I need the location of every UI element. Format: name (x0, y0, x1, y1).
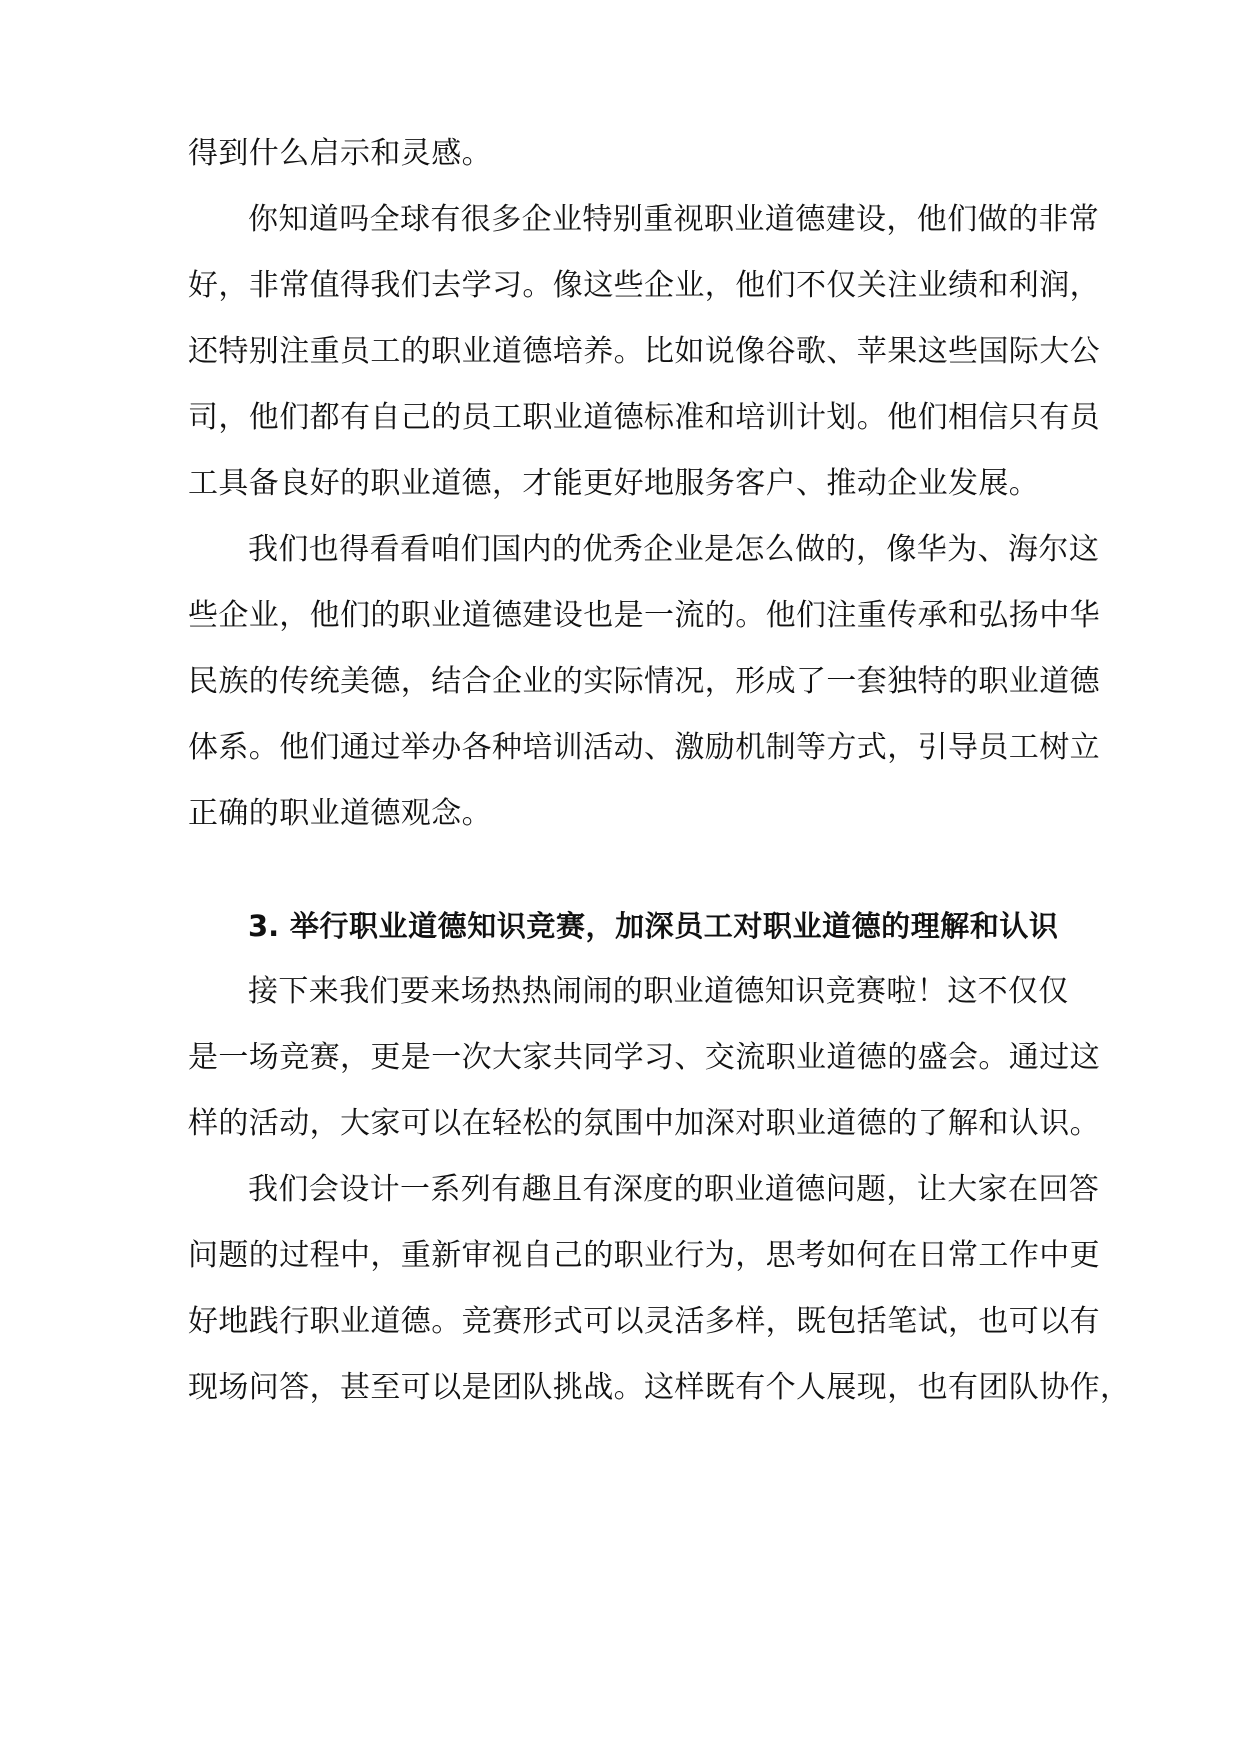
paragraph-first-line: 接下来我们要来场热热闹闹的职业道德知识竞赛啦！这不仅仅 (248, 974, 1069, 1009)
text-line: 体系。他们通过举办各种培训活动、激励机制等方式，引导员工树立 (188, 730, 1100, 765)
text-line: 好地践行职业道德。竞赛形式可以灵活多样，既包括笔试，也可以有 (188, 1304, 1100, 1339)
text-line: 得到什么启示和灵感。 (188, 136, 492, 171)
text-line: 现场问答，甚至可以是团队挑战。这样既有个人展现，也有团队协作， (188, 1370, 1131, 1405)
paragraph-first-line: 我们也得看看咱们国内的优秀企业是怎么做的，像华为、海尔这 (248, 532, 1100, 567)
text-line: 工具备良好的职业道德，才能更好地服务客户、推动企业发展。 (188, 466, 1040, 501)
text-line: 好，非常值得我们去学习。像这些企业，他们不仅关注业绩和利润， (188, 268, 1100, 303)
text-line: 司，他们都有自己的员工职业道德标准和培训计划。他们相信只有员 (188, 400, 1100, 435)
text-line: 还特别注重员工的职业道德培养。比如说像谷歌、苹果这些国际大公 (188, 334, 1100, 369)
paragraph-first-line: 你知道吗全球有很多企业特别重视职业道德建设，他们做的非常 (248, 202, 1100, 237)
text-line: 样的活动，大家可以在轻松的氛围中加深对职业道德的了解和认识。 (188, 1106, 1100, 1141)
text-line: 问题的过程中，重新审视自己的职业行为，思考如何在日常工作中更 (188, 1238, 1100, 1273)
section-heading: 3. 举行职业道德知识竞赛，加深员工对职业道德的理解和认识 (248, 909, 1058, 943)
text-line: 是一场竞赛，更是一次大家共同学习、交流职业道德的盛会。通过这 (188, 1040, 1100, 1075)
text-line: 民族的传统美德，结合企业的实际情况，形成了一套独特的职业道德 (188, 664, 1100, 699)
text-line: 些企业，他们的职业道德建设也是一流的。他们注重传承和弘扬中华 (188, 598, 1100, 633)
text-line: 正确的职业道德观念。 (188, 796, 492, 831)
paragraph-first-line: 我们会设计一系列有趣且有深度的职业道德问题，让大家在回答 (248, 1172, 1100, 1207)
